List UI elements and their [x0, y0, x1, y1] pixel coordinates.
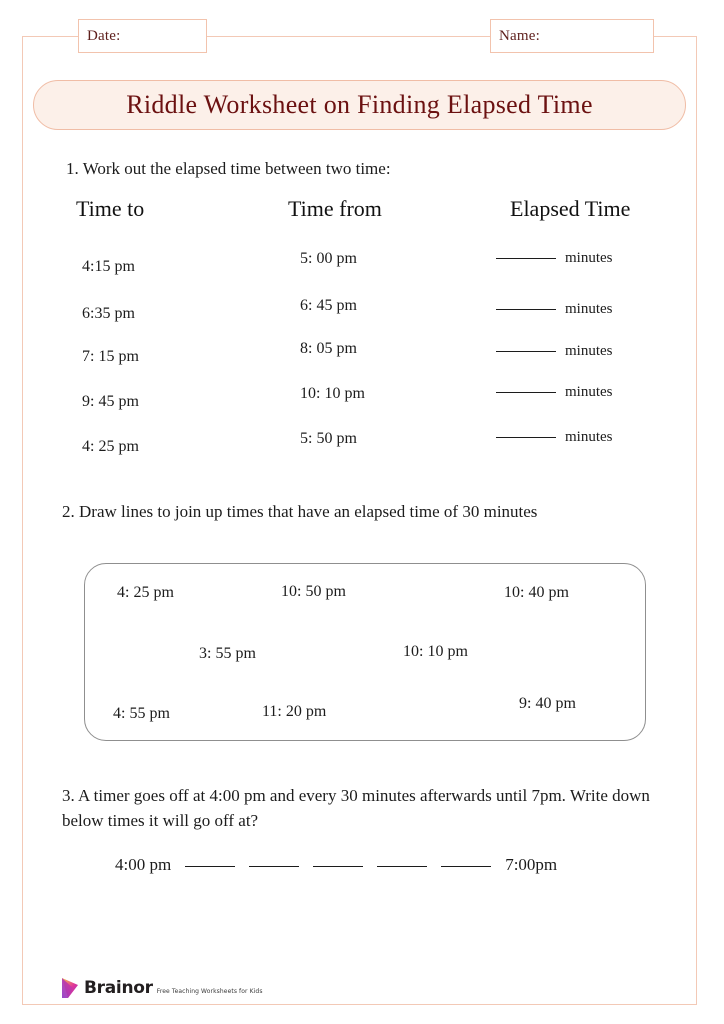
unit-minutes: minutes [565, 384, 613, 400]
option-time[interactable]: 3: 55 pm [199, 645, 256, 662]
play-triangle-icon [60, 977, 80, 999]
cell-time-from: 8: 05 pm [300, 340, 357, 357]
matching-options-box [84, 563, 646, 741]
column-header-elapsed-time: Elapsed Time [510, 196, 631, 221]
cell-time-to: 6:35 pm [82, 305, 135, 322]
question-3-answer-strip [115, 855, 557, 875]
cell-time-to: 9: 45 pm [82, 393, 139, 410]
cell-elapsed-answer[interactable] [496, 429, 613, 446]
question-2-prompt: 2. Draw lines to join up times that have an elapsed time of 30 minutes [62, 502, 538, 521]
name-field[interactable] [490, 19, 654, 53]
answer-blank[interactable] [496, 392, 556, 393]
cell-elapsed-answer[interactable] [496, 301, 613, 318]
question-3-prompt: 3. A timer goes off at 4:00 pm and every 30 minutes afterwards until 7pm. Write down below times it will go off at? [62, 786, 650, 830]
option-time[interactable]: 11: 20 pm [262, 703, 327, 720]
cell-time-from: 5: 00 pm [300, 250, 357, 267]
answer-blank[interactable] [441, 866, 491, 867]
answer-blank[interactable] [249, 866, 299, 867]
start-time: 4:00 pm [115, 855, 172, 874]
question-1-prompt: 1. Work out the elapsed time between two time: [66, 159, 391, 178]
end-time: 7:00pm [505, 855, 558, 874]
option-time[interactable]: 9: 40 pm [519, 695, 576, 712]
option-time[interactable]: 10: 40 pm [504, 584, 569, 601]
cell-time-from: 6: 45 pm [300, 297, 357, 314]
answer-blank[interactable] [185, 866, 235, 867]
unit-minutes: minutes [565, 429, 613, 445]
unit-minutes: minutes [565, 301, 613, 317]
column-header-time-to: Time to [76, 196, 145, 221]
option-time[interactable]: 4: 25 pm [117, 584, 174, 601]
unit-minutes: minutes [565, 250, 613, 266]
answer-blank[interactable] [496, 258, 556, 259]
cell-elapsed-answer[interactable] [496, 250, 613, 267]
cell-elapsed-answer[interactable] [496, 384, 613, 401]
cell-time-from: 10: 10 pm [300, 385, 365, 402]
brand-logo [60, 977, 263, 999]
brand-name: Brainor [84, 978, 153, 998]
option-time[interactable]: 10: 50 pm [281, 583, 346, 600]
page-title: Riddle Worksheet on Finding Elapsed Time [126, 90, 593, 119]
table-row [0, 295, 724, 339]
table-row [0, 248, 724, 292]
date-field[interactable] [78, 19, 207, 53]
column-header-time-from: Time from [288, 196, 382, 221]
table-row [0, 338, 724, 382]
answer-blank[interactable] [496, 309, 556, 310]
table-row [0, 382, 724, 426]
answer-blank[interactable] [377, 866, 427, 867]
cell-time-from: 5: 50 pm [300, 430, 357, 447]
answer-blank[interactable] [313, 866, 363, 867]
cell-time-to: 7: 15 pm [82, 348, 139, 365]
option-time[interactable]: 10: 10 pm [403, 643, 468, 660]
answer-blank[interactable] [496, 437, 556, 438]
cell-time-to: 4:15 pm [82, 258, 135, 275]
name-label: Name: [499, 27, 540, 44]
date-label: Date: [87, 27, 121, 44]
answer-blank[interactable] [496, 351, 556, 352]
unit-minutes: minutes [565, 343, 613, 359]
cell-elapsed-answer[interactable] [496, 343, 613, 360]
title-banner [33, 80, 686, 130]
option-time[interactable]: 4: 55 pm [113, 705, 170, 722]
brand-tagline: Free Teaching Worksheets for Kids [156, 987, 263, 995]
table-row [0, 427, 724, 471]
cell-time-to: 4: 25 pm [82, 438, 139, 455]
